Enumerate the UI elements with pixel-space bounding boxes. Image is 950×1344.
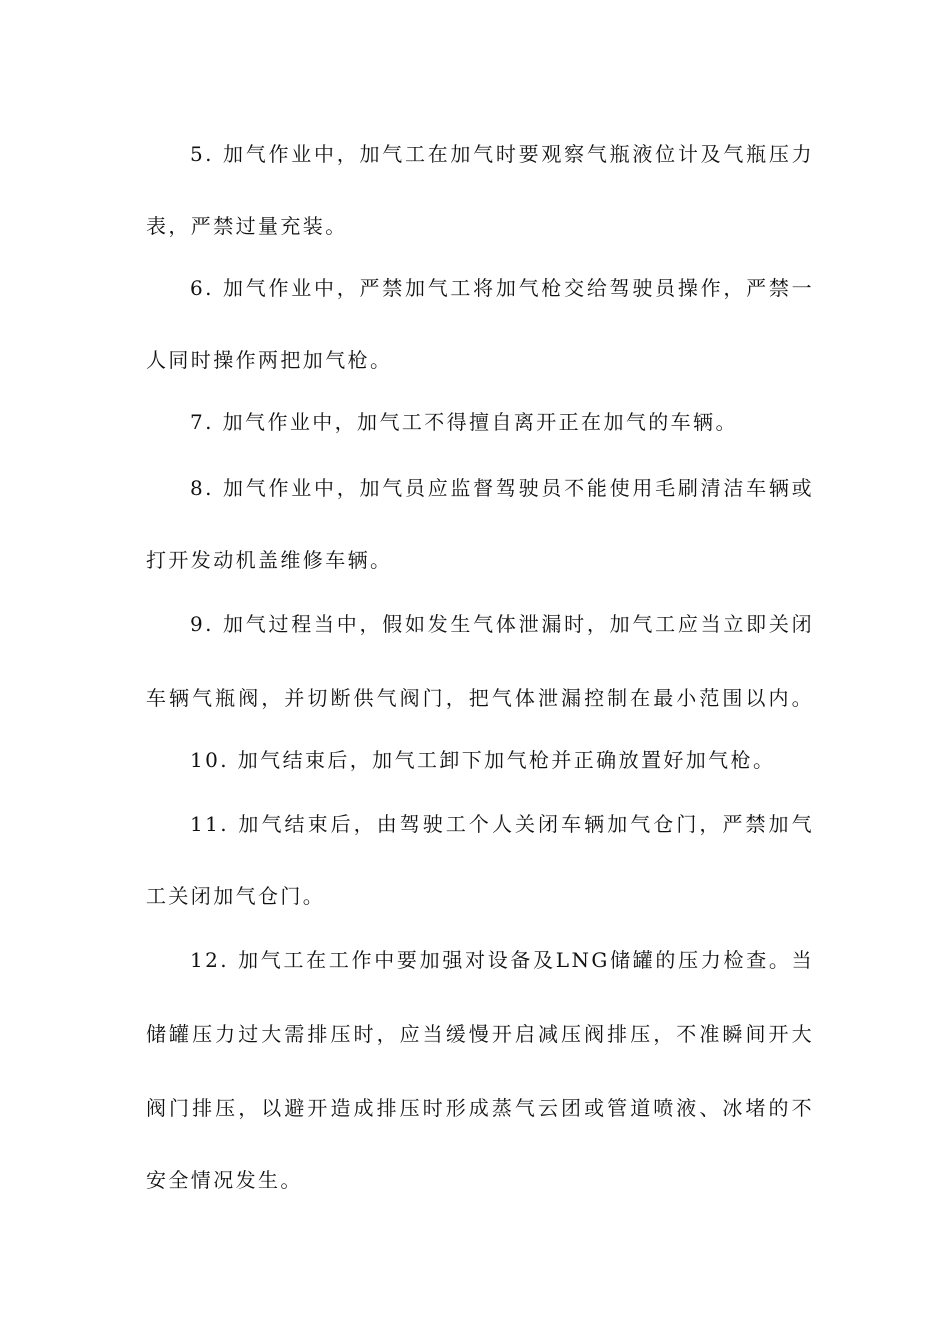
item-number: 10.	[190, 748, 230, 772]
paragraph-12-line-3: 阀门排压，以避开造成排压时形成蒸气云团或管道喷液、冰堵的不	[146, 1096, 814, 1120]
paragraph-7-line-1	[190, 407, 814, 437]
item-number: 12.	[190, 948, 230, 972]
item-number: 9.	[190, 612, 214, 636]
paragraph-5-line-2: 表，严禁过量充装。	[146, 214, 348, 238]
item-number: 6.	[190, 276, 214, 300]
paragraph-8-line-1	[190, 473, 814, 503]
paragraph-12-line-2: 储罐压力过大需排压时，应当缓慢开启减压阀排压，不准瞬间开大	[146, 1022, 814, 1046]
paragraph-9-line-2: 车辆气瓶阀，并切断供气阀门，把气体泄漏控制在最小范围以内。	[146, 686, 814, 710]
line-text: 加气作业中，加气工在加气时要观察气瓶液位计及气瓶压力	[223, 142, 814, 166]
line-text: 加气结束后，由驾驶工个人关闭车辆加气仓门，严禁加气	[238, 812, 814, 836]
line-text: 加气结束后，加气工卸下加气枪并正确放置好加气枪。	[237, 748, 776, 772]
item-number: 11.	[190, 812, 230, 836]
line-text: 加气作业中，严禁加气工将加气枪交给驾驶员操作，严禁一	[223, 276, 814, 300]
paragraph-11-line-1	[190, 809, 814, 839]
paragraph-6-line-1	[190, 273, 814, 303]
line-text: 加气作业中，加气工不得擅自离开正在加气的车辆。	[222, 410, 738, 434]
paragraph-10-line-1	[190, 745, 814, 775]
paragraph-12-line-1	[190, 945, 814, 975]
paragraph-12-line-4: 安全情况发生。	[146, 1168, 303, 1192]
paragraph-8-line-2: 打开发动机盖维修车辆。	[146, 548, 393, 572]
paragraph-6-line-2: 人同时操作两把加气枪。	[146, 348, 393, 372]
item-number: 7.	[190, 410, 214, 434]
item-number: 5.	[190, 142, 214, 166]
paragraph-11-line-2: 工关闭加气仓门。	[146, 884, 326, 908]
line-text: 加气过程当中，假如发生气体泄漏时，加气工应当立即关闭	[223, 612, 814, 636]
line-text: 加气工在工作中要加强对设备及LNG储罐的压力检查。当	[238, 948, 814, 972]
paragraph-5-line-1	[190, 139, 814, 169]
paragraph-9-line-1	[190, 609, 814, 639]
line-text: 加气作业中，加气员应监督驾驶员不能使用毛刷清洁车辆或	[223, 476, 814, 500]
item-number: 8.	[190, 476, 214, 500]
